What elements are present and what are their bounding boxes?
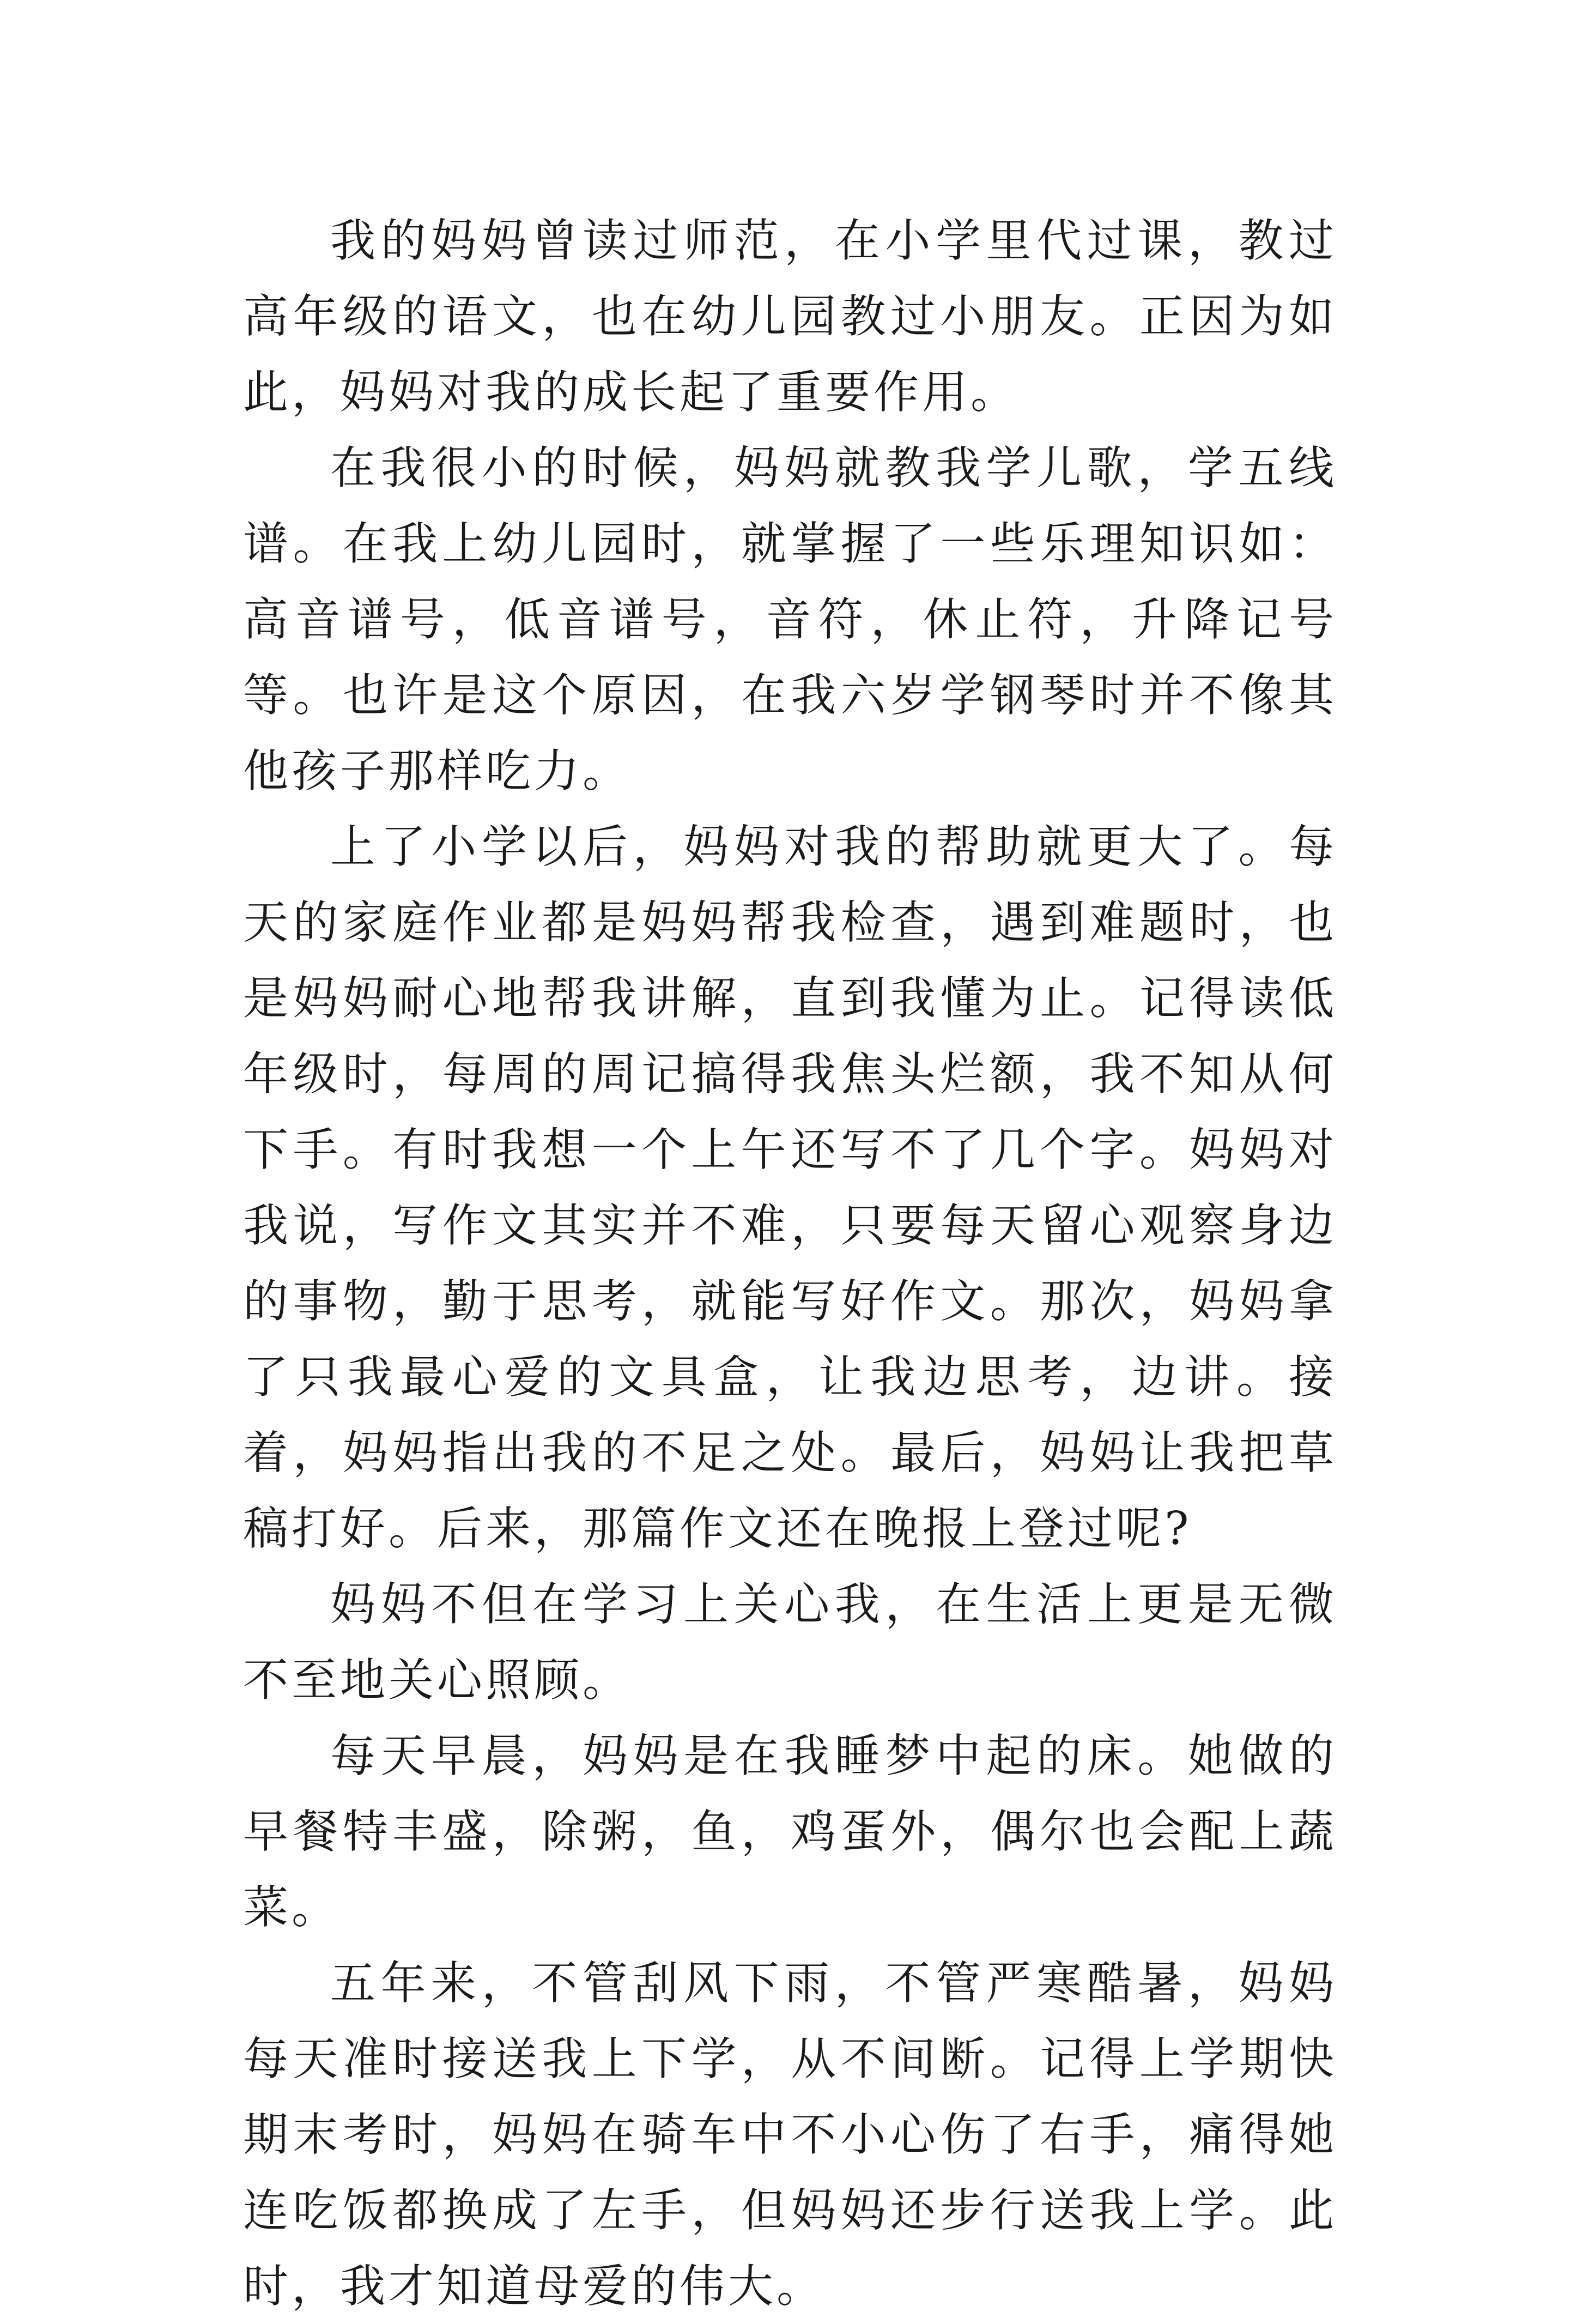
paragraph: 每天早晨，妈妈是在我睡梦中起的床。她做的早餐特丰盛，除粥，鱼，鸡蛋外，偶尔也会配上蔬菜。 [243,1729,1337,1934]
paragraph: 在我很小的时候，妈妈就教我学儿歌，学五线谱。在我上幼儿园时，就掌握了一些乐理知识如：高音谱号，低音谱号，音符，休止符，升降记号等。也许是这个原因，在我六岁学钢琴时并不像其他孩子那样吃力。 [243,441,1337,797]
paragraph: 我的妈妈曾读过师范，在小学里代过课，教过高年级的语文，也在幼儿园教过小朋友。正因为如此，妈妈对我的成长起了重要作用。 [243,214,1337,419]
document-body [243,203,1337,2324]
paragraph: 上了小学以后，妈妈对我的帮助就更大了。每天的家庭作业都是妈妈帮我检查，遇到难题时，也是妈妈耐心地帮我讲解，直到我懂为止。记得读低年级时，每周的周记搞得我焦头烂额，我不知从何下手。有时我想一个上午还写不了几个字。妈妈对我说，写作文其实并不难，只要每天留心观察身边的事物，勤于思考，就能写好作文。那次，妈妈拿了只我最心爱的文具盒，让我边思考，边讲。接着，妈妈指出我的不足之处。最后，妈妈让我把草稿打好。后来，那篇作文还在晚报上登过呢? [243,820,1337,1555]
paragraph: 五年来，不管刮风下雨，不管严寒酷暑，妈妈每天准时接送我上下学，从不间断。记得上学期快期末考时，妈妈在骑车中不小心伤了右手，痛得她连吃饭都换成了左手，但妈妈还步行送我上学。此时，我才知道母爱的伟大。 [243,1957,1337,2313]
paragraph: 妈妈不但在学习上关心我，在生活上更是无微不至地关心照顾。 [243,1578,1337,1706]
